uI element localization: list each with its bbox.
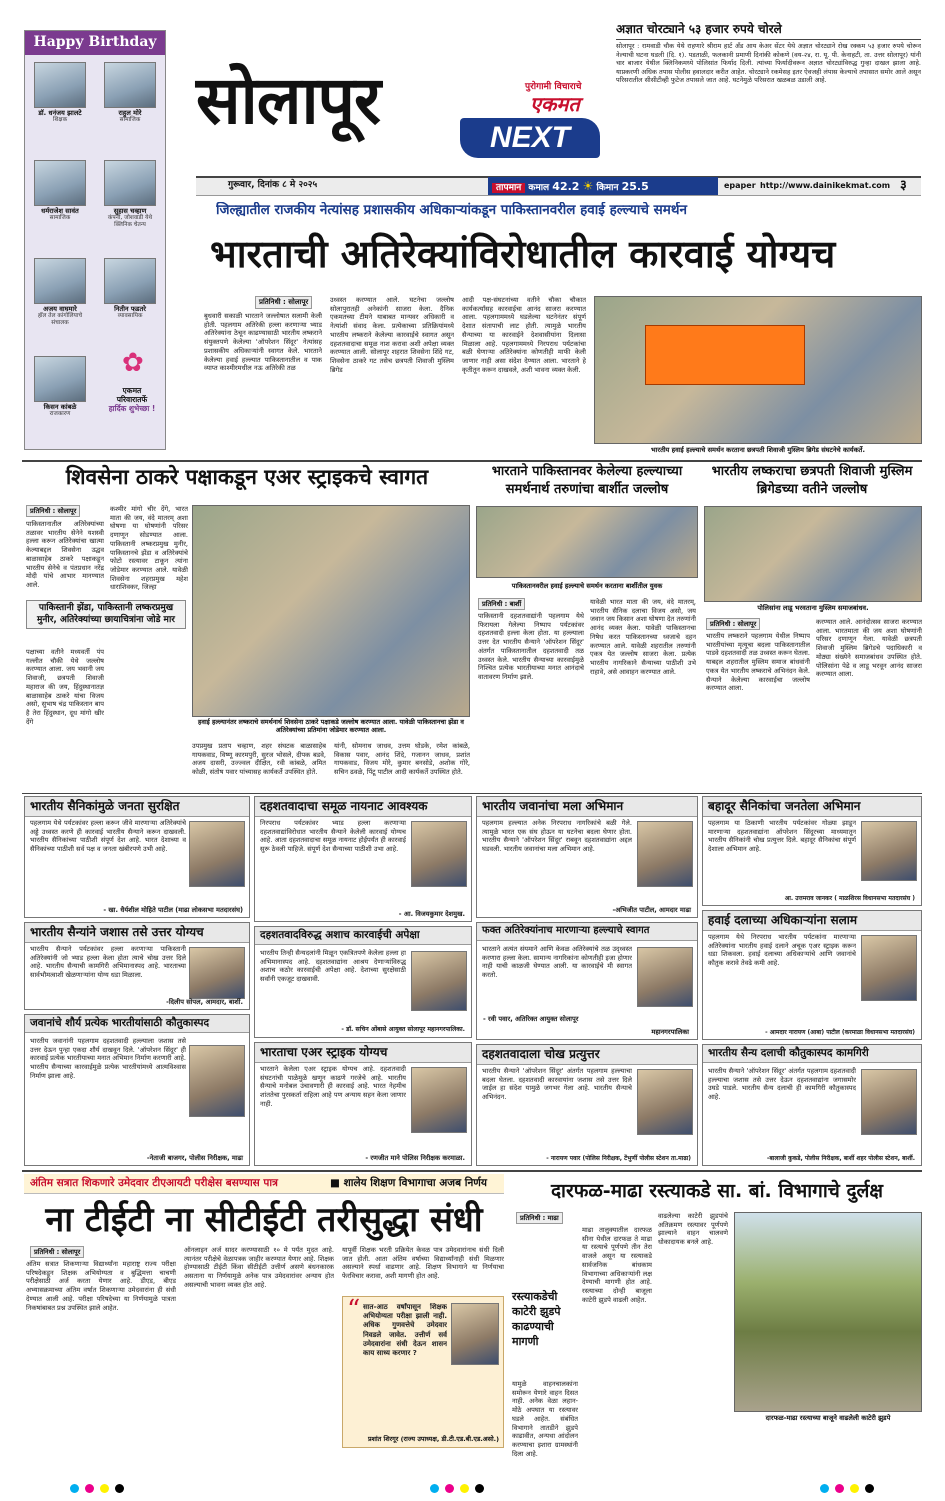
registration-mark	[115, 1484, 124, 1493]
portrait	[189, 947, 245, 999]
road-col-2: यामुळे वाहनचालकांना समोरून येणारे वाहन दिसत नाही. अनेक वेळा लहान-मोठे अपघात या रस्त्यावर घडले आहेत. संबंधित विभागाने तातडीने झुडपे काढावीत, अन्यथा आंदोलन करण्याचा इशारा ग्रामस्थांनी दिला आहे.	[512, 1380, 578, 1458]
birthday-person: किसन कांबळे राजकारण	[30, 356, 90, 418]
road-col-1: माढा तालुक्यातील दारफळ सीना येथील दारफळ ते माढा या रस्त्याचे पूर्णपणे तीन तेरा वाजले असून या रस्त्याकडे सार्वजनिक बांधकाम विभागाच्या अधिकाऱ्यांनी लक्ष देण्याची मागणी होत आहे. रस्त्याच्या दोन्ही बाजूला काटेरी झुडपे वाढली आहेत.	[582, 1226, 652, 1304]
byline: प्रतिनिधी : सोलापूर	[255, 296, 312, 309]
quote-box: दहशतवादविरुद्ध अशाच कारवाईची अपेक्षा भारतीय तिन्ही सैन्यदलांनी मिळून एकत्रितपणे केलेला हल्ला हा अभिमानास्पद आहे. दहशतवाद्यांना आश्रय देणाऱ्यांविरुद्ध अशाच कठोर कारवाईची अपेक्षा आहे. देशाच्या सुरक्षेसाठी सर्वांनी एकजूट दाखवावी. - डॉ. सचिन ओंबासे आयुक्त सोलापूर महानगरपालिका.	[254, 926, 472, 1038]
photo-caption: भारतीय हवाई हल्ल्याचे समर्थन करताना छत्रपती शिवाजी मुस्लिम ब्रिगेड संघटनेचे कार्यकर्ते.	[651, 446, 865, 454]
byline: प्रतिनिधी : बार्शी	[478, 598, 525, 610]
quote-box: दहशतवादाचा समूळ नायनाट आवश्यक निरपराध पर्यटकांवर भ्याड हल्ला करणाऱ्या दहशतवाद्यांविरोधात भारतीय सैन्याने केलेली कारवाई योग्यच आहे. आता दहशतवादाचा समूळ नायनाट होईपर्यंत ही कारवाई सुरू ठेवली पाहिजे. संपूर्ण देश सैन्याच्या पाठीशी उभा आहे. - आ. विजयकुमार देशमुख.	[254, 796, 472, 922]
birthday-title: Happy Birthday	[25, 31, 165, 55]
portrait	[411, 821, 467, 887]
shivsena-col-2: कश्मीर मांगो चीर देंगे, भारत माता की जय, वंदे मातरम् अशा घोषणा या घोषणांनी परिसर दणाणून सोडण्यात आला. पाकिस्तानी लष्करप्रमुख मुनीर, पाकिस्तानचे झेंडा व अतिरेक्यांचे फोटो रस्त्यावर टाकून त्यांना जोडेमार करण्यात आले. यावेळी शिवसेना शहरप्रमुख महेश धाराशिवकर, जिल्हा	[110, 505, 188, 592]
quote-box: भारतीय जवानांचा मला अभिमान पहलगाम हल्ल्यात अनेक निरपराध नागरिकांचे बळी गेले. त्यामुळे भारत एक संघ होऊन या घटनेचा बदला घेणार होता. भारतीय सैन्याने 'ऑपरेशन सिंदूर' राबवून दहशतवाद्यांना अद्दल घडवली. भारतीय जवानांचा मला अभिमान आहे. -अभिजीत पाटील, आमदार माढा	[476, 796, 698, 918]
avatar	[104, 160, 156, 206]
avatar	[34, 258, 86, 304]
lead-headline: भारताची अतिरेक्यांविरोधातील कारवाई योग्यच	[210, 232, 836, 276]
brigade-photo	[704, 506, 922, 602]
banner	[645, 325, 805, 385]
portrait	[861, 821, 917, 881]
barshi-photo	[476, 506, 698, 578]
quote-icon: “	[347, 1295, 361, 1325]
shivsena-photo	[192, 505, 470, 717]
portrait	[637, 947, 693, 1007]
lead-photo	[594, 296, 922, 444]
portrait	[189, 1045, 245, 1117]
quote-box: जवानांचे शौर्य प्रत्येक भारतीयांसाठी कौतुकास्पद भारतीय जवानांनी पहलगाम दहशतवादी हल्ल्याला जशास तसे उत्तर देऊन पुन्हा एकदा शौर्य दाखवून दिले. 'ऑपरेशन सिंदूर' ही कारवाई प्रत्येक भारतीयाच्या मनात अभिमान निर्माण करणारी आहे. भारतीय सैन्याच्या कारवाईमुळे प्रत्येक भारतीयांमध्ये आत्मविश्वास निर्माण झाला आहे. -नेताजी बाजगर, पोलीस निरीक्षक, माढा	[24, 1014, 250, 1166]
tet-col-2: ऑनलाइन अर्ज सादर करण्यासाठी १० मे पर्यंत मुदत आहे. त्यानंतर परीक्षेचे वेळापत्रक जाहीर करण्यात येणार आहे. शिक्षक होण्यासाठी टीईटी किंवा सीटीईटी उत्तीर्ण असणे बंधनकारक असताना या निर्णयामुळे अनेक पात्र उमेदवारांवर अन्याय होत असल्याची भावना व्यक्त होत आहे.	[184, 1246, 334, 1289]
pull-quote: “ सात-आठ वर्षांपासून शिक्षक अभियोग्यता परीक्षा झाली नाही. अधिक गुणवत्तेचे उमेदवार निवडले जावेत. उत्तीर्ण सर्व उमेदवारांना संधी देऊन शासन काय साध्य करणार ? प्रशांत शिरगूर (राज्य उपाध्यक्ष, डी.टी.एड.बी.एड.असो.)	[342, 1296, 504, 1448]
byline: प्रतिनिधी : सोलापूर	[706, 618, 760, 630]
avatar	[104, 258, 156, 304]
temperature-box: तापमान कमाल 42.2 ☀ किमान 25.5	[488, 177, 718, 195]
portrait	[411, 1067, 467, 1133]
birthday-person: धर्मराजेश सावंत सामाजिक	[30, 160, 90, 222]
quote-box: दहशतवादाला चोख प्रत्युत्तर भारतीय सैन्याने 'ऑपरेशन सिंदूर' अंतर्गत पहलगाम हल्ल्याचा बदला घेतला. दहशतवादी कारवायांना जशास तसे उत्तर दिले जाईल हा संदेश यामुळे जगभर गेला आहे. भारतीय सैन्याचे अभिनंदन. - नारायण पवार (पोलिस निरीक्षक, टेंभुर्णी पोलीस स्टेशन ता.माढा)	[476, 1044, 698, 1166]
lead-col-2: उध्वस्त करण्यात आले. घटनेचा जल्लोष सोलापुरातही अनेकांनी साजरा केला. दैनिक एकमतच्या टीमने याबाबत मान्यवर अधिकारी व नेत्यांशी संवाद केला. प्रत्येकाच्या प्रतिक्रियांमध्ये भारतीय लष्कराने केलेल्या कारवाईचे स्वागत असून दहशतवादाचा समूळ नाश करावा अशी अपेक्षा व्यक्त करण्यात आली. सोलापूर शहरात शिवसेना शिंदे गट, शिवसेना ठाकरे गट तसेच छत्रपती शिवाजी मुस्लिम ब्रिगेड	[330, 296, 454, 374]
shivsena-col-3: उपप्रमुख प्रताप चव्हाण, शहर संघटक बाळासाहेब गायकवाड, विष्णू कारमपुरी, सुरज भोसले, दीपक बडवे, अजय दासरी, उज्ज्वल दीक्षित, रवी कांबळे, अमित कोळी, संतोष पवार यांच्यासह कार्यकर्ते उपस्थित होते.	[192, 742, 326, 777]
avatar	[34, 62, 86, 108]
portrait	[637, 821, 693, 887]
lead-col-1: बुधवारी सकाळी भारताने जल्लोषात सलामी केली होती. पहलगाम अतिरेकी हल्ला करणाऱ्या भ्याड अतिरेक्यांना ठेचून काढण्यासाठी भारतीय लष्कराने संयुक्तपणे केलेल्या 'ऑपरेशन सिंदूर' नेत्यांसह प्रशासकीय अधिकाऱ्यांनी स्वागत केले. भारताने केलेल्या हवाई हल्ल्यात पाकिस्तानातील व पाक व्याप्त काश्मीरमधील नऊ अतिरेकी तळ	[204, 312, 322, 373]
birthday-person: सुहास चव्हाण कंपनी, जोशवाडी येथे क्लिनिक चेतन्य	[100, 160, 160, 228]
photo-caption: पाकिस्तानवरील हवाई हल्ल्याचे समर्थन करताना बार्शीतील युवक	[511, 582, 663, 590]
birthday-person: अजय वाघमारे हॉल तेल कांगोलियाचे संचालक	[30, 258, 90, 326]
photo-caption: हवाई हल्ल्यानंतर लष्कराचे समर्थनार्थ शिवसेना ठाकरे पक्षाकडे जल्लोष करण्यात आला. यावेळी पाकिस्तानचा झेंडा व अतिरेक्यांच्या प्रतिमांना जोडेमार करण्यात आला.	[198, 718, 464, 734]
news-body: सोलापूर : रामवाडी चौक येथे राहणारे श्रीराम हार्ट अँड आय केअर सेंटर येथे अज्ञात चोरट्याने रोख रक्कम ५३ हजार रुपये चोरून नेल्याची घटना घडली (दि. १). पडताळी, फलकानी प्रमाणी दिनांकी कोकणे (वय-२४, रा. यू. पी. केनाहटी, ता. उत्तर सोलापूर) यांनी चार बाजार येथील क्लिनिकमध्ये पोलिसांत फिर्याद दिली. त्यांच्या फिर्यादीवरून अज्ञात चोरट्यांविरुद्ध गुन्हा दाखल झाला आहे. याप्रकरणी अधिक तपास पोलीस हवालदार करीत आहेत. चोरट्याने रकमेसह इतर ऐवजही लंपास केल्याचे तपासात समोर आले असून परिसरातील सीसीटीव्ही फुटेज तपासले जात आहे. घटनेमुळे परिसरात खळबळ उडाली आहे.	[616, 42, 921, 85]
bottom-headline: ना टीईटी ना सीटीईटी तरीसुद्धा संधी	[45, 1200, 483, 1240]
story-headline: भारतीय लष्कराचा छत्रपती शिवाजी मुस्लिम ब्रिगेडच्या वतीने जल्लोष	[711, 464, 913, 497]
byline: प्रतिनिधी : सोलापूर	[26, 505, 80, 517]
bottom-right-headline: दारफळ-माढा रस्त्याकडे सा. बां. विभागाचे दुर्लक्ष	[550, 1180, 884, 1202]
portrait	[451, 1303, 499, 1365]
registration-mark	[475, 1484, 484, 1493]
registration-mark	[85, 1484, 94, 1493]
registration-mark	[445, 1484, 454, 1493]
brand-logo: एकमत	[530, 92, 580, 116]
avatar	[34, 160, 86, 206]
avatar	[34, 356, 86, 402]
barshi-col-1: पाकिस्तानी दहशतवाद्यांनी पहलगाम येथे फिरायला गेलेल्या निष्पाप पर्यटकांवर दहशतवादी हल्ला केला होता. या हल्ल्याला उत्तर देत भारतीय सैन्याने 'ऑपरेशन सिंदूर' अंतर्गत पाकिस्तानातील दहशतवादी तळ उध्वस्त केले. भारतीय सैन्याच्या कारवाईमुळे निश्चित प्रत्येक भारतीयाच्या मनात आनंदाचे वातावरण निर्माण झाले.	[478, 612, 584, 681]
news-headline: अज्ञात चोरट्याने ५३ हजार रुपये चोरले	[616, 22, 921, 40]
birthday-person: डॉ. धनंजय झालटे शिक्षक	[30, 62, 90, 124]
portrait	[861, 1069, 917, 1135]
road-col-3: वाढलेल्या काटेरी झुडपांचे अतिक्रमण रस्त्यावर पूर्णपणे झाल्याने वाहन चालवणे धोकादायक बनले आहे.	[658, 1212, 728, 1247]
bottom-kicker-2: ■ शालेय शिक्षण विभागाचा अजब निर्णय	[330, 1177, 487, 1189]
registration-mark	[100, 1484, 109, 1493]
quote-box: भारतीय सैन्य दलाची कौतुकास्पद कामगिरी भारतीय सैन्याने 'ऑपरेशन सिंदूर' अंतर्गत पहलगाम दहशतवादी हल्ल्याचा जशास तसे उत्तर देऊन दहशतवाद्यांना जगासमोर उघडे पाडले. भारतीय सैन्य दलाची ही कामगिरी कौतुकास्पद आहे. -बालाजी कुकडे, पोलीस निरीक्षक, बार्शी शहर पोलीस स्टेशन, बार्शी.	[702, 1044, 922, 1166]
road-subhead: रस्त्याकडेची काटेरी झुडपे काढण्याची मागणी	[512, 1290, 561, 1348]
next-logo: NEXT	[460, 118, 600, 158]
birthday-person: नितीन फडतरे व्यावसायिक	[100, 258, 160, 320]
tet-col-3: यापूर्वी शिक्षक भरती प्रक्रियेत केवळ पात्र उमेदवारांनाच संधी दिली जात होती. आता अंतिम वर्षाच्या विद्यार्थ्यांनाही संधी मिळणार असल्याने स्पर्धा वाढणार आहे. शिक्षण विभागाने या निर्णयाचा फेरविचार करावा, अशी मागणी होत आहे.	[342, 1246, 504, 1281]
registration-mark	[865, 1484, 874, 1493]
barshi-col-2: यावेळी भारत माता की जय, वंदे मातरम्, भारतीय सैनिक दलाचा विजय असो, जय जवान जय किसान अशा घोषणा देत तरुणांनी आनंद व्यक्त केला. यावेळी पाकिस्तानचा निषेध करत पाकिस्तानच्या ध्वजाचे दहन करण्यात आले. यावेळी शहरातील तरुणांनी एकत्र येत जल्लोष साजरा केला. प्रत्येक भारतीय नागरिकाने सैन्याच्या पाठीशी उभे राहावे, असे आवाहन करण्यात आले.	[590, 598, 696, 676]
sun-icon: ☀	[582, 179, 594, 193]
birthday-wish: एकमत परिवारातर्फे हार्दिक शुभेच्छा !	[108, 386, 156, 413]
registration-mark	[835, 1484, 844, 1493]
registration-mark	[460, 1484, 469, 1493]
brigade-col-1: भारतीय लष्कराने पहलगाम येथील निष्पाप भारतीयांच्या मृत्यूचा बदला पाकिस्तानातील पाडवे दहशतवादी तळ उध्वस्त करून घेतला. याबद्दल शहरातील मुस्लिम समाज बांधवांनी एकत्र येत भारतीय लष्कराचे अभिनंदन केले. सैन्याने केलेल्या कारवाईचा जल्लोष करण्यात आला.	[706, 632, 810, 693]
website-link[interactable]: http://www.dainikekmat.com	[760, 181, 891, 190]
portrait	[637, 1069, 693, 1135]
byline: प्रतिनिधी : माढा	[516, 1212, 563, 1224]
brigade-col-2: करण्यात आले. आनंदोत्सव साजरा करण्यात आला. भारतमाता की जय अशा घोषणांनी परिसर दणाणून गेला. यावेळी छत्रपती शिवाजी मुस्लिम ब्रिगेडचे पदाधिकारी व मोठ्या संख्येने समाजबांधव उपस्थित होते. पोलिसांना पेढे व लाडू भरवून आनंद साजरा करण्यात आला.	[816, 618, 922, 679]
masthead-title: सोलापूर	[196, 62, 381, 139]
registration-mark	[820, 1484, 829, 1493]
registration-mark	[850, 1484, 859, 1493]
epaper-label: epaper	[724, 181, 756, 190]
lead-col-3: आदी पक्ष-संघटनांच्या वतीने चौका चौकात कार्यकर्त्यांसह कारवाईचा आनंद साजरा करण्यात आला. पहलगाममध्ये घडलेल्या घटनेनंतर संपूर्ण देशात संतापाची लाट होती. त्यामुळे भारतीय सैन्याच्या या कारवाईने देशवासीयांना दिलासा मिळाला आहे. पहलगाममध्ये निरपराध पर्यटकांचा बळी घेणाऱ्या अतिरेक्यांना कोणतीही माफी केली जाणार नाही असा संदेश देण्यात आला. भारताने हे कृतीतून करून दाखवले, अशी भावना व्यक्त केली.	[462, 296, 586, 374]
top-right-news	[616, 22, 921, 172]
tet-col-1: अंतिम सत्रात शिकणाऱ्या विद्यार्थ्यांना महाराष्ट्र राज्य परीक्षा परिषदेकडून शिक्षक अभियोग्यता व बुद्धिमत्ता चाचणी परीक्षेसाठी अर्ज करता येणार आहे. डीएड, बीएड अभ्यासक्रमाच्या अंतिम वर्षात शिकणाऱ्या उमेदवारांना ही संधी देण्यात आली आहे. परीक्षा परिषदेच्या या निर्णयामुळे पात्रता निकषांबाबत प्रश्न उपस्थित झाले आहेत.	[26, 1260, 176, 1312]
avatar	[104, 62, 156, 108]
bottom-kicker: अंतिम सत्रात शिकणारे उमेदवार टीएआयटी परीक्षेस बसण्यास पात्र	[30, 1177, 278, 1189]
page-number: ३	[900, 178, 907, 193]
shivsena-col-1: पाकिस्तानातील अतिरेक्यांच्या तळावर भारतीय सेनेने यशस्वी हल्ला करून अतिरेक्यांचा खात्मा केल्याबद्दल शिवसेना उद्धव बाळासाहेब ठाकरे पक्षाकडून भारतीय सेनेचे व पंतप्रधान नरेंद्र मोदी यांचे आभार मानण्यात आले.	[26, 520, 104, 589]
registration-mark	[70, 1484, 79, 1493]
org-label: महानगरपालिका	[651, 1027, 689, 1036]
quote-box: फक्त अतिरेक्यांनाच मारणाऱ्या हल्ल्याचे स्वागत भारताने अत्यंत संयमाने आणि केवळ अतिरेक्यांचे तळ उद्ध्वस्त करणारा हल्ला केला. सामान्य नागरिकांना कोणतीही इजा होणार नाही याची काळजी घेण्यात आली. या कारवाईचे मी स्वागत करतो. - रवी पवार, अतिरिक्त आयुक्त सोलापूर महानगरपालिका	[476, 922, 698, 1040]
story-subhead: पाकिस्तानी झेंडा, पाकिस्तानी लष्करप्रमुख मुनीर, अतिरेक्यांच्या छायाचित्रांना जोडे मार	[26, 600, 186, 629]
byline: प्रतिनिधी : सोलापूर	[30, 1246, 84, 1258]
quote-box: भारताचा एअर स्ट्राइक योग्यच भारताने केलेला एअर स्ट्राइक योग्यच आहे. दहशतवादी संघटनांची पाळेमुळे खणून काढणे गरजेचे आहे. भारतीय सैन्याचे मनोबल उंचावणारी ही कारवाई आहे. भारत नेहमीच शांततेचा पुरस्कर्ता राहिला आहे पण अन्याय सहन केला जाणार नाही. - रणजीत माने पोलिस निरीक्षक करमाळा.	[254, 1042, 472, 1166]
quote-box: भारतीय सैनिकांमुळे जनता सुरक्षित पहलगाम येथे पर्यटकांवर हल्ला करून जीवे मारणाऱ्या अतिरेक्यांचे अड्डे उध्वस्त करणे ही कारवाई भारतीय सैन्याने करून दाखवली. भारतीय सैनिकांच्या पाठीशी संपूर्ण देश आहे. भारत देशाच्या व सैनिकांच्या पाठीशी सर्व पक्ष व जनता खंबीरपणे उभी आहे. - खा. धैर्यशील मोहिते पाटील (माढा लोकसभा मतदारसंघ)	[24, 796, 250, 918]
shivsena-col-4: यांनी, सोमनाथ जाधव, उत्तम घोडके, रमेश कांबळे, विकास पवार, आनंद शिंदे, गजानन जाधव, प्रशांत गायकवाड, विजय मोरे, कुमार बनसोडे, अशोक गोरे, सचिन ढवळे, पिंटू पाटील आदी कार्यकर्ते उपस्थित होते.	[334, 742, 470, 777]
portrait	[411, 951, 467, 1011]
brand-tagline: पुरोगामी विचाराचे	[525, 82, 582, 92]
registration-mark	[430, 1484, 439, 1493]
photo-caption: पोलिसांना लाडू भरवताना मुस्लिम समाजबांधव.	[757, 604, 869, 612]
flower-icon: ✿	[122, 348, 144, 378]
quote-box: हवाई दलाच्या अधिकाऱ्यांना सलाम पहलगाम येथे निरपराध भारतीय पर्यटकांना मारणाऱ्या अतिरेक्यांना भारतीय हवाई दलाने अचूक एअर स्ट्राइक करून धडा शिकवला. हवाई दलाच्या अधिकाऱ्यांचे आणि जवानांचे कौतुक करावे तेवढे कमी आहे. - आमदार नारायण (आबा) पाटील (करमाळा विधानसभा मतदारसंघ)	[702, 910, 922, 1040]
quote-box: भारतीय सैन्यांने जशास तसे उत्तर योग्यच भारतीय सैन्याने पर्यटकांवर हल्ला करणाऱ्या पाकिस्तानी अतिरेक्यांनी जो भ्याड हल्ला केला होता त्याचे चोख उत्तर दिले आहे. भारतीय सैन्याची कामगिरी अभिमानास्पद आहे. भारताच्या सार्वभौमत्वाशी खेळणाऱ्यांना योग्य धडा मिळाला. -दिलीप सोपल, आमदार, बार्शी.	[24, 922, 250, 1010]
photo-caption: दारफळ-माढा रस्त्याच्या बाजूने वाढलेली काटेरी झुडपे	[765, 1414, 891, 1422]
shivsena-col-1b: पक्षाच्या वतीने मध्यवर्ती पंप गल्लीत चौकी येथे जल्लोष करण्यात आला. जय भवानी जय शिवाजी, छत्रपती शिवाजी महाराज की जय, हिंदुस्थानातज्ञ बाळासाहेब ठाकरे यांचा विजय असो, सुभाष चंद्र पाकिस्तान बाप है तेरा हिंदुस्थान, दूध मांगो खीर देंगे	[26, 648, 104, 726]
date-text: गुरूवार, दिनांक ८ मे २०२५	[228, 180, 318, 190]
story-headline: शिवसेना ठाकरे पक्षाकडून एअर स्ट्राइकचे स्वागत	[65, 465, 429, 489]
portrait	[861, 935, 917, 1001]
lead-kicker: जिल्ह्यातील राजकीय नेत्यांसह प्रशासकीय अधिकाऱ्यांकडून पाकिस्तानवरील हवाई हल्ल्याचे समर्थन	[216, 202, 687, 218]
road-photo	[734, 1212, 922, 1412]
quote-box: बहादूर सैनिकांचा जनतेला अभिमान पहलगाम या ठिकाणी भारतीय पर्यटकांवर गोळ्या झाडून मारणाऱ्या दहशतवाद्यांना ऑपरेशन सिंदूरच्या माध्यमातून भारतीय सैनिकांनी चोख प्रत्युत्तर दिले. बहादूर सैनिकांचा संपूर्ण देशाला अभिमान आहे. आ. उत्तमराव जानकर ( माळशिरस विधानसभा मतदारसंघ )	[702, 796, 922, 906]
story-headline: भारताने पाकिस्तानवर केलेल्या हल्ल्याच्या समर्थनार्थ तरुणांचा बार्शीत जल्लोष	[491, 464, 683, 497]
portrait	[189, 821, 245, 887]
birthday-person: राहुल मोरे सामाजिक	[100, 62, 160, 124]
road-col-4	[734, 1428, 922, 1470]
